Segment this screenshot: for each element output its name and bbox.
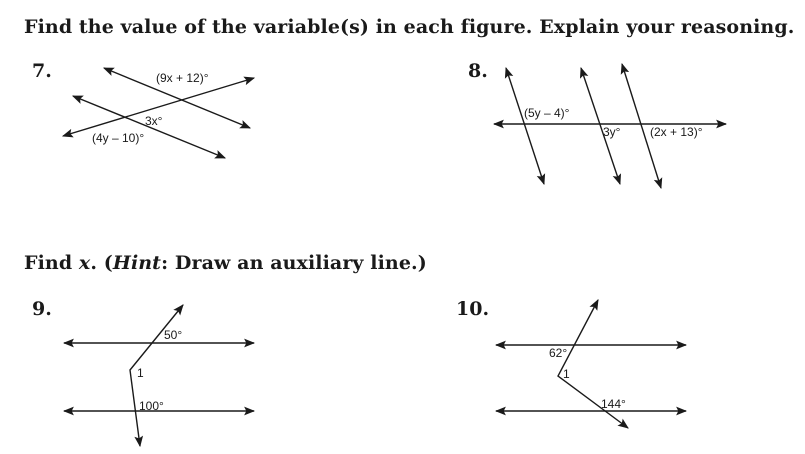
fig7-label-4y: (4y – 10)° [92,131,145,145]
fig7-label-9x: (9x + 12)° [156,71,209,85]
fig8-label-2x: (2x + 13)° [650,125,703,139]
fig9-label-50: 50° [164,328,183,342]
problem-7-number: 7. [32,60,52,82]
hint-word: Hint [112,252,162,274]
hint-rest: : Draw an auxiliary line.) [161,252,427,274]
fig8-label-5y: (5y – 4)° [524,106,570,120]
fig10-label-62: 62° [549,346,568,360]
figure-10 [496,300,686,428]
hint-paren: . ( [90,252,113,274]
fig8-parallel-line-1 [506,68,544,184]
figure-9 [64,305,254,446]
problem-9-number: 9. [32,298,52,320]
instruction-text: Find the value of the variable(s) in each figure. Explain your reasoning. [24,16,795,38]
figure-7 [63,68,254,158]
fig10-label-144: 144° [601,397,626,411]
problem-8-number: 8. [468,60,488,82]
variable-x: x [78,252,91,274]
fig7-label-3x: 3x° [145,114,163,128]
fig10-label-1: 1 [563,367,570,381]
fig8-label-3y: 3y° [603,125,621,139]
figure-8 [494,64,726,188]
hint-prefix: Find [24,252,79,274]
fig9-label-100: 100° [139,399,164,413]
problem-10-number: 10. [456,298,490,320]
fig9-label-1: 1 [137,366,144,380]
